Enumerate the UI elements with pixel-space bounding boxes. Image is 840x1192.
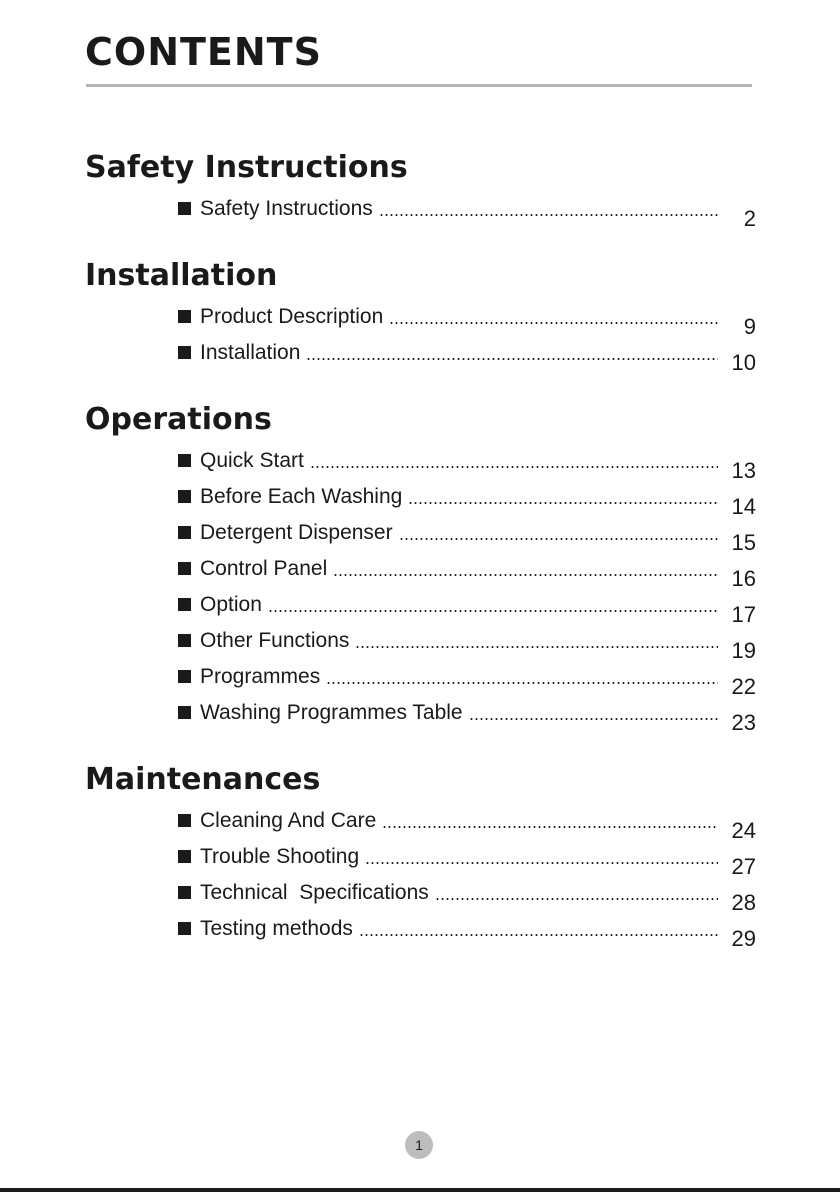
bottom-divider <box>0 1188 840 1192</box>
dot-leader <box>326 682 718 684</box>
section-heading-installation: Installation <box>85 258 278 293</box>
toc-entry-label: Option <box>200 593 262 616</box>
toc-page-number: 27 <box>731 854 756 879</box>
toc-entry-label: Before Each Washing <box>200 485 403 508</box>
square-bullet-icon <box>178 814 191 827</box>
toc-entry[interactable] <box>178 876 718 906</box>
dot-leader <box>306 358 718 360</box>
toc-entry[interactable] <box>178 552 718 582</box>
toc-entry[interactable] <box>178 840 718 870</box>
toc-entry-label: Washing Programmes Table <box>200 701 463 724</box>
toc-entry-label: Cleaning And Care <box>200 809 377 832</box>
toc-entry-label: Other Functions <box>200 629 350 652</box>
square-bullet-icon <box>178 670 191 683</box>
dot-leader <box>359 934 718 936</box>
toc-page-number: 16 <box>731 566 756 591</box>
section-heading-safety-instructions: Safety Instructions <box>85 150 408 185</box>
toc-page-number: 22 <box>731 674 756 699</box>
toc-page-number: 23 <box>731 710 756 735</box>
toc-entry[interactable] <box>178 696 718 726</box>
toc-entry-label: Quick Start <box>200 449 304 472</box>
toc-entry-label: Trouble Shooting <box>200 845 360 868</box>
square-bullet-icon <box>178 886 191 899</box>
dot-leader <box>382 826 718 828</box>
dot-leader <box>469 718 718 720</box>
title-divider <box>86 84 752 87</box>
toc-entry-label: Product Description <box>200 305 384 328</box>
dot-leader <box>365 862 718 864</box>
square-bullet-icon <box>178 850 191 863</box>
square-bullet-icon <box>178 526 191 539</box>
square-bullet-icon <box>178 922 191 935</box>
square-bullet-icon <box>178 706 191 719</box>
toc-page-number: 28 <box>731 890 756 915</box>
dot-leader <box>379 214 718 216</box>
toc-page-number: 9 <box>743 314 756 339</box>
dot-leader <box>389 322 718 324</box>
dot-leader <box>310 466 718 468</box>
square-bullet-icon <box>178 598 191 611</box>
toc-entry-label: Control Panel <box>200 557 328 580</box>
toc-entry-label: Programmes <box>200 665 321 688</box>
toc-entry-label: Installation <box>200 341 301 364</box>
toc-entry-label: Detergent Dispenser <box>200 521 393 544</box>
square-bullet-icon <box>178 634 191 647</box>
toc-page-number: 2 <box>743 206 756 231</box>
section-heading-operations: Operations <box>85 402 272 437</box>
toc-entry[interactable] <box>178 804 718 834</box>
dot-leader <box>333 574 718 576</box>
toc-entry[interactable] <box>178 912 718 942</box>
square-bullet-icon <box>178 562 191 575</box>
dot-leader <box>399 538 718 540</box>
toc-entry-label: Technical Specifications <box>200 881 429 904</box>
toc-page-number: 17 <box>731 602 756 627</box>
toc-page-number: 29 <box>731 926 756 951</box>
toc-page-number: 13 <box>731 458 756 483</box>
square-bullet-icon <box>178 454 191 467</box>
square-bullet-icon <box>178 346 191 359</box>
toc-page-number: 10 <box>731 350 756 375</box>
page-title: CONTENTS <box>85 30 322 74</box>
toc-entry[interactable] <box>178 516 718 546</box>
toc-entry-label: Testing methods <box>200 917 353 940</box>
toc-entry[interactable] <box>178 336 718 366</box>
section-heading-maintenances: Maintenances <box>85 762 321 797</box>
toc-entry[interactable] <box>178 480 718 510</box>
dot-leader <box>435 898 718 900</box>
toc-page-number: 15 <box>731 530 756 555</box>
toc-page-number: 14 <box>731 494 756 519</box>
toc-entry[interactable] <box>178 660 718 690</box>
square-bullet-icon <box>178 490 191 503</box>
toc-page-number: 24 <box>731 818 756 843</box>
toc-entry[interactable] <box>178 444 718 474</box>
toc-page-number: 19 <box>731 638 756 663</box>
dot-leader <box>268 610 718 612</box>
toc-entry[interactable] <box>178 624 718 654</box>
footer-page-number: 1 <box>405 1131 433 1159</box>
toc-entry-label: Safety Instructions <box>200 197 373 220</box>
toc-entry[interactable] <box>178 588 718 618</box>
toc-entry[interactable] <box>178 192 718 222</box>
dot-leader <box>355 646 718 648</box>
toc-entry[interactable] <box>178 300 718 330</box>
square-bullet-icon <box>178 310 191 323</box>
square-bullet-icon <box>178 202 191 215</box>
dot-leader <box>408 502 718 504</box>
